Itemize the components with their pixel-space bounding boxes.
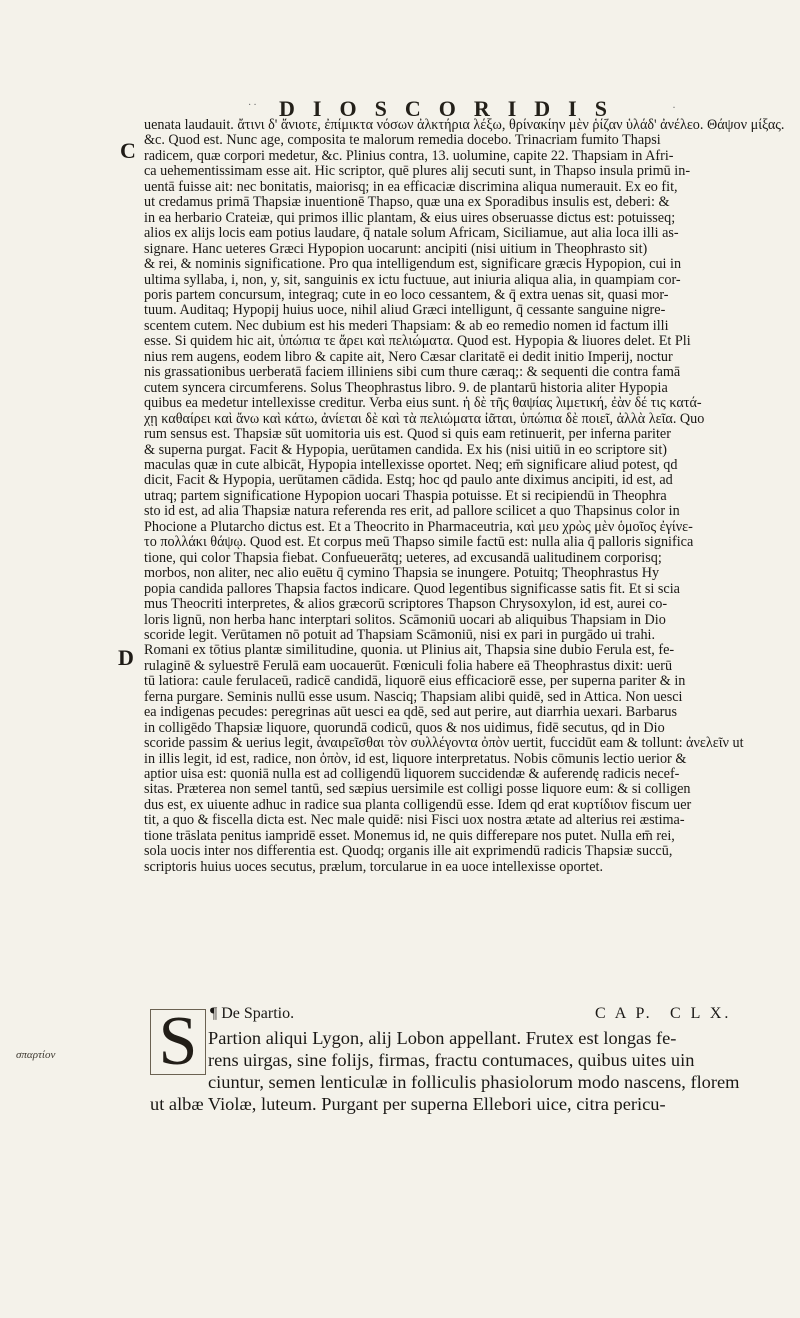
text-line: scoride passim & uerius legit, ἀναιρεῖσθαι τὸν συλλέγοντα ὀπὸν uertit, fuccidūt eam & tollunt: ἀνελεῖν ut [144, 736, 744, 752]
text-line: tione, qui color Thapsia fiebat. Confueuerātq; ueteres, ad excusandā ualitudinem corporisq; [144, 550, 662, 566]
text-line: Romani ex tōtius plantæ similitudine, quonia. ut Plinius ait, Thapsia sine dubio Ferula est, fe- [144, 643, 675, 659]
text-line: ca uehementissimam esse ait. Hic scriptor, quē plures alij secuti sunt, in Thapso insula primū in- [144, 164, 691, 180]
text-line: uenata laudauit. ἄτινι δ' ἄνιοτε, ἐπίμικτα νόσων ἀλκτήρια λέξω, θρίνακίην μὲν ῥίζαν ὑλάδ' ἀνέλεο. Θάψον μίξας. [144, 118, 785, 133]
text-line: uentā fuisse ait: nec bonitatis, maiorisq; in ea efficaciæ discrimina aliqua numerauit. Ex eo fit, [144, 179, 678, 195]
text-line: maculas quæ in cute albicāt, Hypopia intellexisse oportet. Neq; em̄ significare aliud potest, qd [144, 457, 678, 473]
text-line: in illis legit, id est, radice, non ὀπὸν, id est, liquore interpretatus. Nobis cōmunis lectio uerior & [144, 751, 687, 767]
chapter-heading [210, 1005, 790, 1023]
text-line: tuum. Auditaq; Hypopij huius uoce, nihil aliud Græci intelligunt, q̄ cessante sanguine nigre- [144, 303, 666, 319]
text-line: scoride legit. Verūtamen nō potuit ad Thapsiam Scāmoniū, nisi ex pari in purgādo ui trahi. [144, 627, 656, 643]
text-line: aptior uisa est: quoniā nulla est ad colligendū liquorem succidendæ & auferendę radicis necef- [144, 767, 680, 783]
running-head-ornament: ·· [248, 100, 259, 111]
text-line: morbos, non aliter, nec alio euētu q̄ cymino Thapsia se inungere. Potuitq; Theophrastus Hy [144, 566, 660, 582]
text-line: esse. Si quidem hic ait, ὑπώπια τε ἄρει καὶ πελιώματα. Quod est. Hypopia & liuores delet. Et Pli [144, 334, 691, 350]
chapter-text-line: Partion aliqui Lygon, alij Lobon appellant. Frutex est longas fe- [208, 1028, 677, 1048]
margin-letter-d: D [118, 645, 134, 670]
text-line: nis grassationibus uerberatā faciem illiniens sibi cum thure cæraq;: & sequenti die contra famā [144, 365, 681, 381]
text-line: χῃ καθαίρει καὶ ἄνω καὶ κάτω, ἀνίεται δὲ καὶ τὰ πελιώματα ἰᾶται, ὑπώπια δὲ ποιεῖ, ἀλλὰ λεῖα. Quo [144, 411, 705, 427]
text-line: sola uocis inter nos differentia est. Quodq; organis ille ait exprimendū radicis Thapsiæ succū, [144, 844, 673, 860]
text-line: rulaginē & syluestrē Ferulā eam uocauerūt. Fœniculi folia habere eā Theophrastus dixit: uerū [144, 658, 673, 674]
chapter-number: C L X. [670, 1005, 732, 1022]
drop-cap: S [150, 1009, 206, 1075]
text-line: Phocione a Plutarcho dictus est. Et a Theocrito in Pharmaceutria, καὶ μευ χρὼς μὲν ὁμοῖος ἐγίνε- [144, 519, 693, 535]
text-line: & superna purgat. Facit & Hypopia, uerūtamen candida. Ex his (nisi uitiū in eo scriptore sit) [144, 442, 667, 458]
text-line: ea indigenas pecudes: peregrinas aūt uesci ea qdē, sed aut perire, aut diarrhia uexari. Barbarus [144, 705, 677, 721]
text-line: dus est, ex uiuente adhuc in radice sua planta colligendū esse. Idem qd erat κυρτίδιον fiscum uer [144, 797, 692, 813]
text-line: nius rem augens, eodem libro & capite ait, Nero Cæsar claritatē ei dedit initio Imperij, noctur [144, 349, 673, 365]
margin-note-spartion: σπαρτίον [16, 1049, 56, 1061]
chapter-text-line: ciuntur, semen lenticulæ in folliculis phasiolorum modo nascens, florem [208, 1072, 740, 1092]
margin-letter-c: C [120, 138, 136, 163]
chapter-text-line: rens uirgas, sine folijs, firmas, fractu contumaces, quibus uites uin [208, 1050, 695, 1070]
text-line: tit, a quo & fiscella dicta est. Nec male quidē: nisi Fisci uox nostra ætate ad alterius rei æstima- [144, 813, 685, 829]
chapter-body [150, 1027, 790, 1115]
text-line: signare. Hanc ueteres Græci Hypopion uocarunt: ancipiti (nisi uitium in Theophrasto sit) [144, 241, 648, 257]
chapter-cap-label: C A P. [595, 1005, 653, 1022]
text-line: & rei, & nominis significatione. Pro qua intelligendum est, significare græcis Hypopion, cui in [144, 257, 682, 273]
text-line: tione trāslata penitus iampridē esset. Monemus id, ne quis differepare nos putet. Nulla em̄ rei, [144, 828, 675, 844]
text-line: quibus ea medetur intellexisse creditur. Verba eius sunt. ἡ δὲ τῆς θαψίας λιμετική, ἐὰν δέ τις κατά- [144, 396, 702, 412]
text-line: tū latiora: caule ferulaceū, radicē candidā, liquorē eius efficaciorē esse, per superna pariter & in [144, 674, 686, 690]
chapter-title: ¶ De Spartio. [210, 1005, 295, 1022]
text-line: ut credamus primā Thapsiæ inuentionē Thapso, quæ una ex Sporadibus insulis est, deberi: & [144, 195, 670, 211]
chapter-de-spartio [150, 1003, 790, 1114]
text-line: το πολλάκι θάψῳ. Quod est. Et corpus meū Thapso simile factū est: nulla alia q̄ palloris significa [144, 535, 694, 551]
text-line: alios ex alijs locis eam potius laudare, q̄ natale solum Africam, Siciliamue, aut alia loca illi as- [144, 226, 679, 242]
text-line: in ea herbario Crateiæ, qui primos illic plantam, & eius uires obseruasse dictus est: potuisseq; [144, 210, 676, 226]
text-line: scriptoris huius uoces secutus, prælum, torcularue in ea uoce intellexisse oportet. [144, 859, 604, 875]
text-line: mus Theocriti interpretes, & alios græcorū scriptores Thapson Chrysoxylon, id est, aurei co- [144, 597, 668, 613]
text-line: &c. Quod est. Nunc age, composita te malorum remedia docebo. Trinacriam fumito Thapsi [144, 133, 661, 149]
text-line: scentem cutem. Nec dubium est his mederi Thapsiam: & ab eo remedio nomen id factum illi [144, 318, 669, 334]
text-line: popia candida pallores Thapsia factos indicare. Quod legentibus significasse satis fit. Et si scia [144, 581, 680, 597]
running-head: DIOSCORIDIS [279, 96, 625, 121]
text-line: rum sensus est. Thapsiæ sūt uomitoria uis est. Quod si quis eam retinuerit, per inferna pariter [144, 427, 671, 443]
text-line: poris partem concursum, integraq; cute in eo loco cessantem, & q̄ extra uenas sit, quasi mor- [144, 287, 669, 303]
text-line: in colligēdo Thapsiæ liquore, quorundā codicū, quos & nos uidimus, fidē secutus, qd in Dio [144, 720, 665, 736]
text-line: loris lignū, non herba hanc interptari solitos. Scāmoniū uocari ab aliquibus Thapsiam in Dio [144, 612, 666, 628]
main-text-block [144, 118, 788, 875]
text-line: ultima syllaba, i, non, y, sit, sanguinis ex ictu fuctuue, aut iniuria aliqua alia, in quampiam cor- [144, 272, 681, 288]
text-line: utraq; partem significatione Hypopion uocari Thaspia potuisse. Et si recipiendū in Theophra [144, 488, 667, 504]
text-line: sto id est, ad alia Thapsiæ natura referenda res erit, ad pallore scilicet a quo Thapsinus color in [144, 504, 680, 520]
text-line: radicem, quæ corpori medetur, &c. Plinius contra, 13. uolumine, capite 22. Thapsiam in Afri- [144, 148, 674, 164]
running-head-ornament-right: · [672, 100, 676, 114]
text-line: sitas. Præterea non semel tantū, sed sæpius uersimile est colligi posse liquore eum: & si colligen [144, 782, 691, 798]
text-line: ferna purgare. Seminis nullū esse usum. Nasciq; Thapsiam alibi quidē, sed in Attica. Non uesci [144, 689, 683, 705]
text-line: dicit, Facit & Hypopia, uerūtamen cādida. Estq; hoc qd paulo ante diximus ancipiti, id est, ad [144, 473, 673, 489]
chapter-text-line: ut albæ Violæ, luteum. Purgant per superna Ellebori uice, citra pericu- [150, 1094, 666, 1114]
text-line: cutem syncera circumferens. Solus Theophrastus libro. 9. de plantarū historia aliter Hypopia [144, 380, 668, 396]
